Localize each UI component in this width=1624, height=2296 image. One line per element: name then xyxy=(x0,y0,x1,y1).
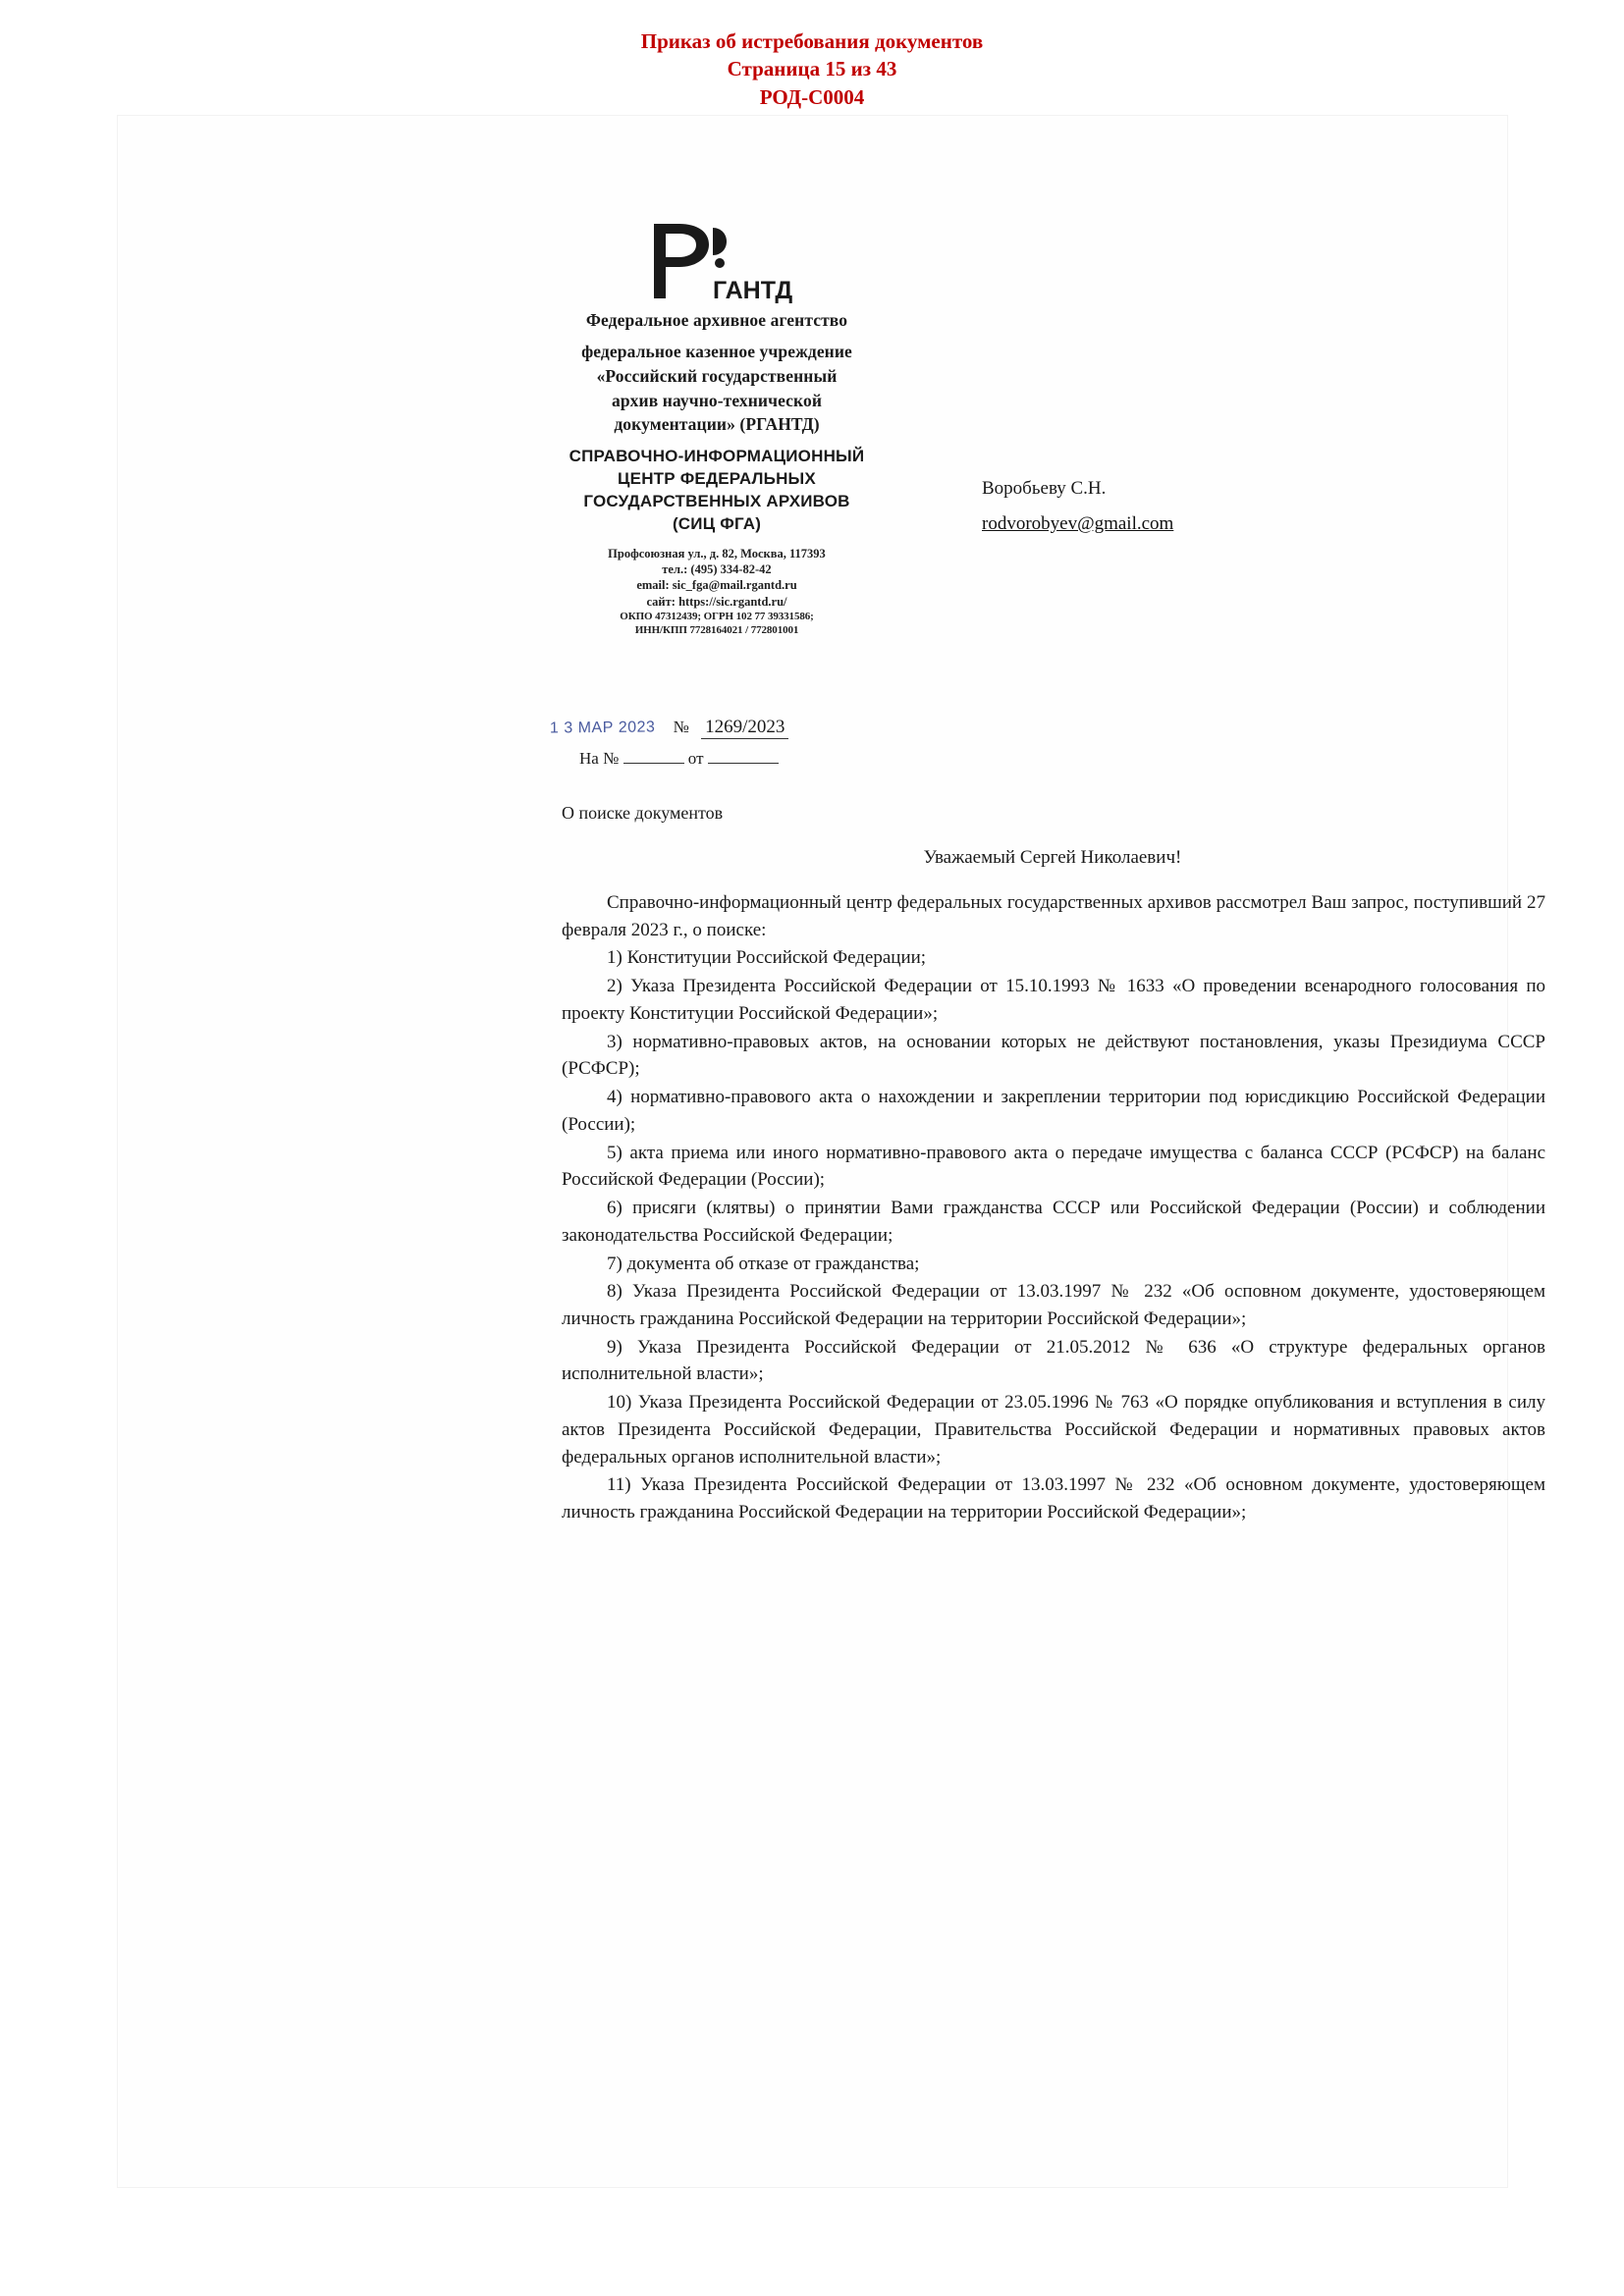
rgantd-logo-icon xyxy=(520,214,913,304)
letterhead-contacts xyxy=(520,546,913,638)
letter-body xyxy=(562,889,1545,1527)
contact-website: сайт: https://sic.rgantd.ru/ xyxy=(646,594,787,609)
svg-text:ГАНТД: ГАНТД xyxy=(713,277,793,304)
header-page-number: Страница 15 из 43 xyxy=(727,57,897,81)
letterhead-unit-line-3: ГОСУДАРСТВЕННЫХ АРХИВОВ xyxy=(583,492,850,511)
body-paragraph: 10) Указа Президента Российской Федерации от 23.05.1996 № 763 «О порядке опубликования и вступления в силу актов Президента Российской Федерации, Правительства Российской Федерации и нормативных правовых актов федеральных органов исполнительной власти»; xyxy=(562,1392,1545,1468)
addressee-block xyxy=(982,471,1394,542)
body-paragraph: 9) Указа Президента Российской Федерации от 21.05.2012 № 636 «О структуре федеральных органов исполнительной власти»; xyxy=(562,1336,1545,1385)
body-paragraph: Справочно-информационный центр федеральных государственных архивов рассмотрел Ваш запрос, поступивший 27 февраля 2023 г., о поиске: xyxy=(562,892,1545,940)
registration-row xyxy=(550,717,933,738)
body-paragraph: 11) Указа Президента Российской Федерации от 13.03.1997 № 232 «Об основном документе, удостоверяющем личность гражданина Российской Федерации на территории Российской Федерации»; xyxy=(562,1474,1545,1523)
body-paragraph: 7) документа об отказе от гражданства; xyxy=(607,1253,920,1274)
incoming-reference-row xyxy=(579,749,779,769)
body-paragraph: 2) Указа Президента Российской Федерации от 15.10.1993 № 1633 «О проведении всенародного голосования по проекту Конституции Российской Федерации»; xyxy=(562,976,1545,1024)
org-codes-line-1: ОКПО 47312439; ОГРН 102 77 39331586; xyxy=(620,610,814,622)
addressee-email[interactable]: rodvorobyev@gmail.com xyxy=(982,513,1174,535)
number-sign: № xyxy=(673,718,689,736)
incoming-number-label: На № xyxy=(579,749,620,768)
body-paragraph: 3) нормативно-правовых актов, на основании которых не действуют постановления, указы Президиума СССР (РСФСР); xyxy=(562,1031,1545,1080)
incoming-number-blank xyxy=(623,763,684,764)
body-paragraph: 4) нормативно-правового акта о нахождении и закреплении территории под юрисдикцию Российской Федерации (России); xyxy=(562,1087,1545,1135)
header-document-code: РОД-С0004 xyxy=(759,84,865,109)
letterhead xyxy=(520,214,913,638)
letterhead-unit-line-1: СПРАВОЧНО-ИНФОРМАЦИОННЫЙ xyxy=(568,447,865,466)
letter-greeting: Уважаемый Сергей Николаевич! xyxy=(923,847,1182,868)
registration-number: 1269/2023 xyxy=(701,717,788,739)
contact-phone: тел.: (495) 334-82-42 xyxy=(662,562,772,577)
incoming-date-blank xyxy=(708,763,779,764)
letter-subject: О поиске документов xyxy=(562,803,724,823)
letterhead-org-line-2: федеральное казенное учреждение xyxy=(581,341,852,361)
body-paragraph: 8) Указа Президента Российской Федерации от 13.03.1997 № 232 «Об осповном документе, удостоверяющем личность гражданина Российской Федерации на территории Российской Федерации»; xyxy=(562,1281,1545,1330)
contact-email: email: sic_fga@mail.rgantd.ru xyxy=(636,578,797,593)
org-codes-line-2: ИНН/КПП 7728164021 / 772801001 xyxy=(634,624,799,637)
page-header-stamp xyxy=(0,27,1624,111)
letterhead-org-line-3: «Российский государственный xyxy=(596,365,838,386)
addressee-name: Воробьеву С.Н. xyxy=(982,478,1107,499)
date-stamp: 1 3 МАР 2023 xyxy=(549,719,656,737)
letterhead-unit-line-2: ЦЕНТР ФЕДЕРАЛЬНЫХ xyxy=(618,469,816,489)
letterhead-unit-line-4: (СИЦ ФГА) xyxy=(672,514,762,534)
letterhead-org-line-4: архив научно-технической xyxy=(612,390,822,410)
scanned-letter-page xyxy=(118,116,1545,2187)
body-paragraph: 1) Конституции Российской Федерации; xyxy=(607,947,927,969)
letterhead-org-line-1: Федеральное архивное агентство xyxy=(585,310,848,330)
header-title: Приказ об истребования документов xyxy=(640,29,984,53)
incoming-date-label: от xyxy=(687,749,704,768)
letterhead-org-line-5: документации» (РГАНТД) xyxy=(614,414,820,435)
body-paragraph: 6) присяги (клятвы) о принятии Вами гражданства СССР или Российской Федерации (России) и соблюдении законодательства Российской Федерации; xyxy=(562,1198,1545,1246)
body-paragraph: 5) акта приема или иного нормативно-правового акта о передаче имущества с баланса СССР (РСФСР) на баланс Российской Федерации (России); xyxy=(562,1142,1545,1191)
contact-address: Профсоюзная ул., д. 82, Москва, 117393 xyxy=(608,546,826,561)
